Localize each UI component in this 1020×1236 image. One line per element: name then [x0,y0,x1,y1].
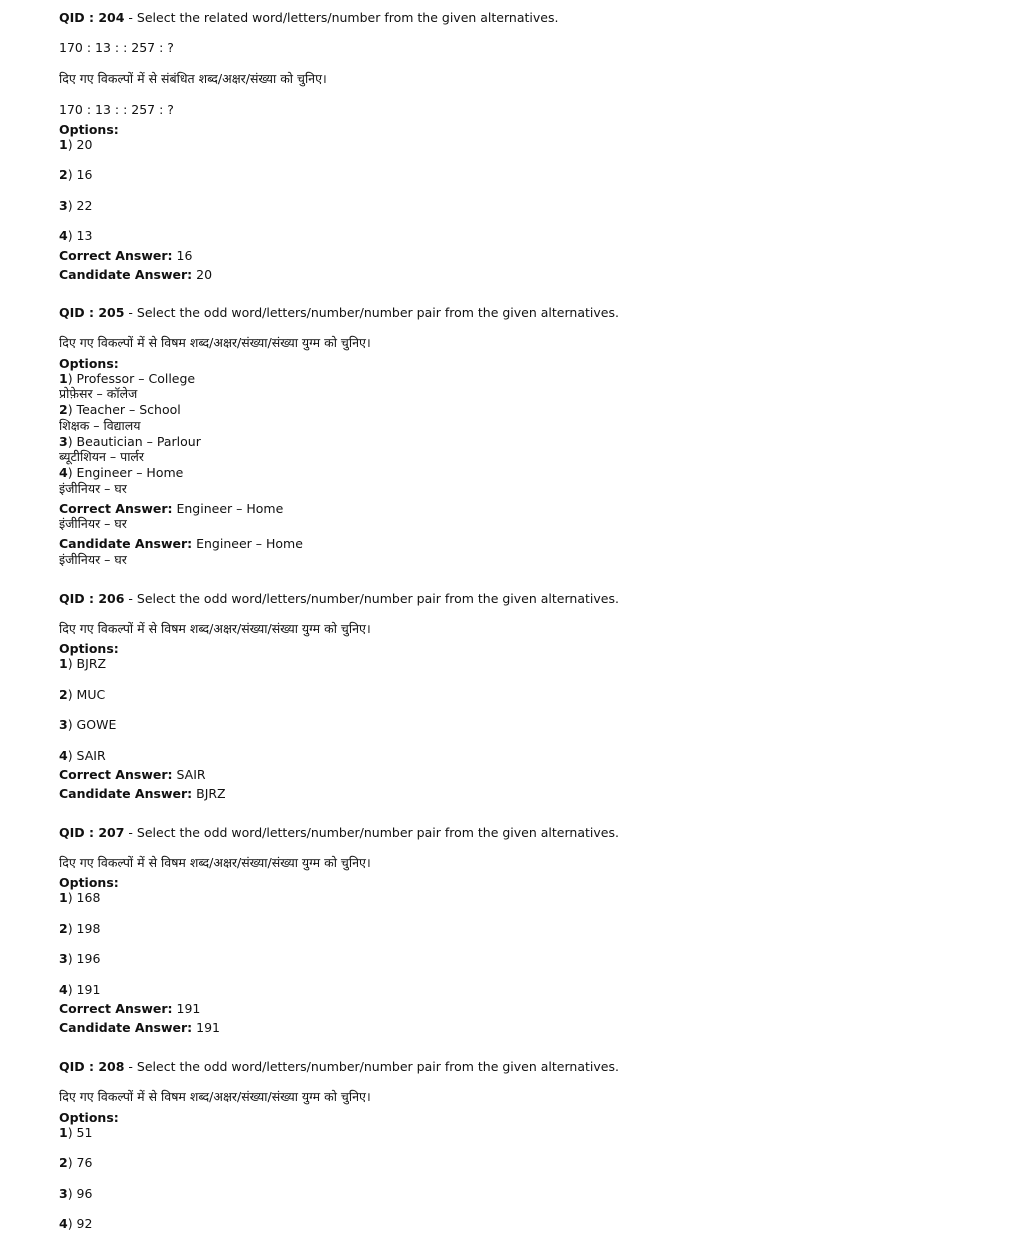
question-header [59,591,619,607]
question-header [59,305,619,321]
option-item: 2) Teacher – School [59,402,181,417]
option-item: 1) Professor – College [59,371,196,386]
option-item-hi: ब्यूटीशियन – पार्लर [59,449,145,464]
qid-label: QID : 206 [59,591,125,606]
options-label: Options: [59,875,119,890]
question-prompt-hi: दिए गए विकल्पों में से विषम शब्द/अक्षर/संख्या/संख्या युग्म को चुनिए। [59,621,371,636]
candidate-answer: Candidate Answer: BJRZ [59,786,226,801]
option-item: 3) Beautician – Parlour [59,434,201,449]
qid-label: QID : 207 [59,825,125,840]
question-prompt-en: - Select the related word/letters/number from the given alternatives. [124,10,559,25]
correct-answer: Correct Answer: Engineer – Home [59,501,284,516]
option-item: 4) 191 [59,982,101,997]
question-prompt-en: - Select the odd word/letters/number/number pair from the given alternatives. [124,305,619,320]
candidate-answer: Candidate Answer: 191 [59,1020,220,1035]
option-item: 1) 20 [59,137,93,152]
option-item: 1) BJRZ [59,656,107,671]
options-label: Options: [59,356,119,371]
question-header [59,10,558,26]
option-item: 3) 22 [59,198,93,213]
option-item: 1) 51 [59,1125,93,1140]
qid-label: QID : 205 [59,305,125,320]
option-item: 1) 168 [59,890,101,905]
option-item: 2) MUC [59,687,106,702]
option-item: 3) 96 [59,1186,93,1201]
question-prompt-hi: दिए गए विकल्पों में से संबंधित शब्द/अक्षर/संख्या को चुनिए। [59,71,327,86]
option-item-hi: इंजीनियर – घर [59,481,127,496]
option-item: 3) GOWE [59,717,117,732]
question-header [59,825,619,841]
question-prompt-en: - Select the odd word/letters/number/number pair from the given alternatives. [124,591,619,606]
option-item: 2) 76 [59,1155,93,1170]
correct-answer: Correct Answer: 16 [59,248,193,263]
candidate-answer: Candidate Answer: Engineer – Home [59,536,303,551]
option-item-hi: शिक्षक – विद्यालय [59,418,141,433]
option-item: 4) Engineer – Home [59,465,184,480]
correct-answer: Correct Answer: SAIR [59,767,206,782]
option-item: 2) 16 [59,167,93,182]
option-item: 3) 196 [59,951,101,966]
option-item: 2) 198 [59,921,101,936]
option-item-hi: प्रोफ़ेसर – कॉलेज [59,386,138,401]
question-header [59,1059,619,1075]
qid-label: QID : 208 [59,1059,125,1074]
candidate-answer: Candidate Answer: 20 [59,267,213,282]
number-series: 170 : 13 : : 257 : ? [59,40,174,55]
correct-answer: Correct Answer: 191 [59,1001,201,1016]
question-prompt-hi: दिए गए विकल्पों में से विषम शब्द/अक्षर/संख्या/संख्या युग्म को चुनिए। [59,855,371,870]
option-item: 4) SAIR [59,748,106,763]
options-label: Options: [59,1110,119,1125]
question-prompt-hi: दिए गए विकल्पों में से विषम शब्द/अक्षर/संख्या/संख्या युग्म को चुनिए। [59,1089,371,1104]
option-item: 4) 13 [59,228,93,243]
correct-answer-hi: इंजीनियर – घर [59,516,127,531]
number-series: 170 : 13 : : 257 : ? [59,102,174,117]
options-label: Options: [59,641,119,656]
question-prompt-en: - Select the odd word/letters/number/number pair from the given alternatives. [124,825,619,840]
candidate-answer-hi: इंजीनियर – घर [59,552,127,567]
qid-label: QID : 204 [59,10,125,25]
question-prompt-en: - Select the odd word/letters/number/number pair from the given alternatives. [124,1059,619,1074]
question-prompt-hi: दिए गए विकल्पों में से विषम शब्द/अक्षर/संख्या/संख्या युग्म को चुनिए। [59,335,371,350]
option-item: 4) 92 [59,1216,93,1231]
options-label: Options: [59,122,119,137]
